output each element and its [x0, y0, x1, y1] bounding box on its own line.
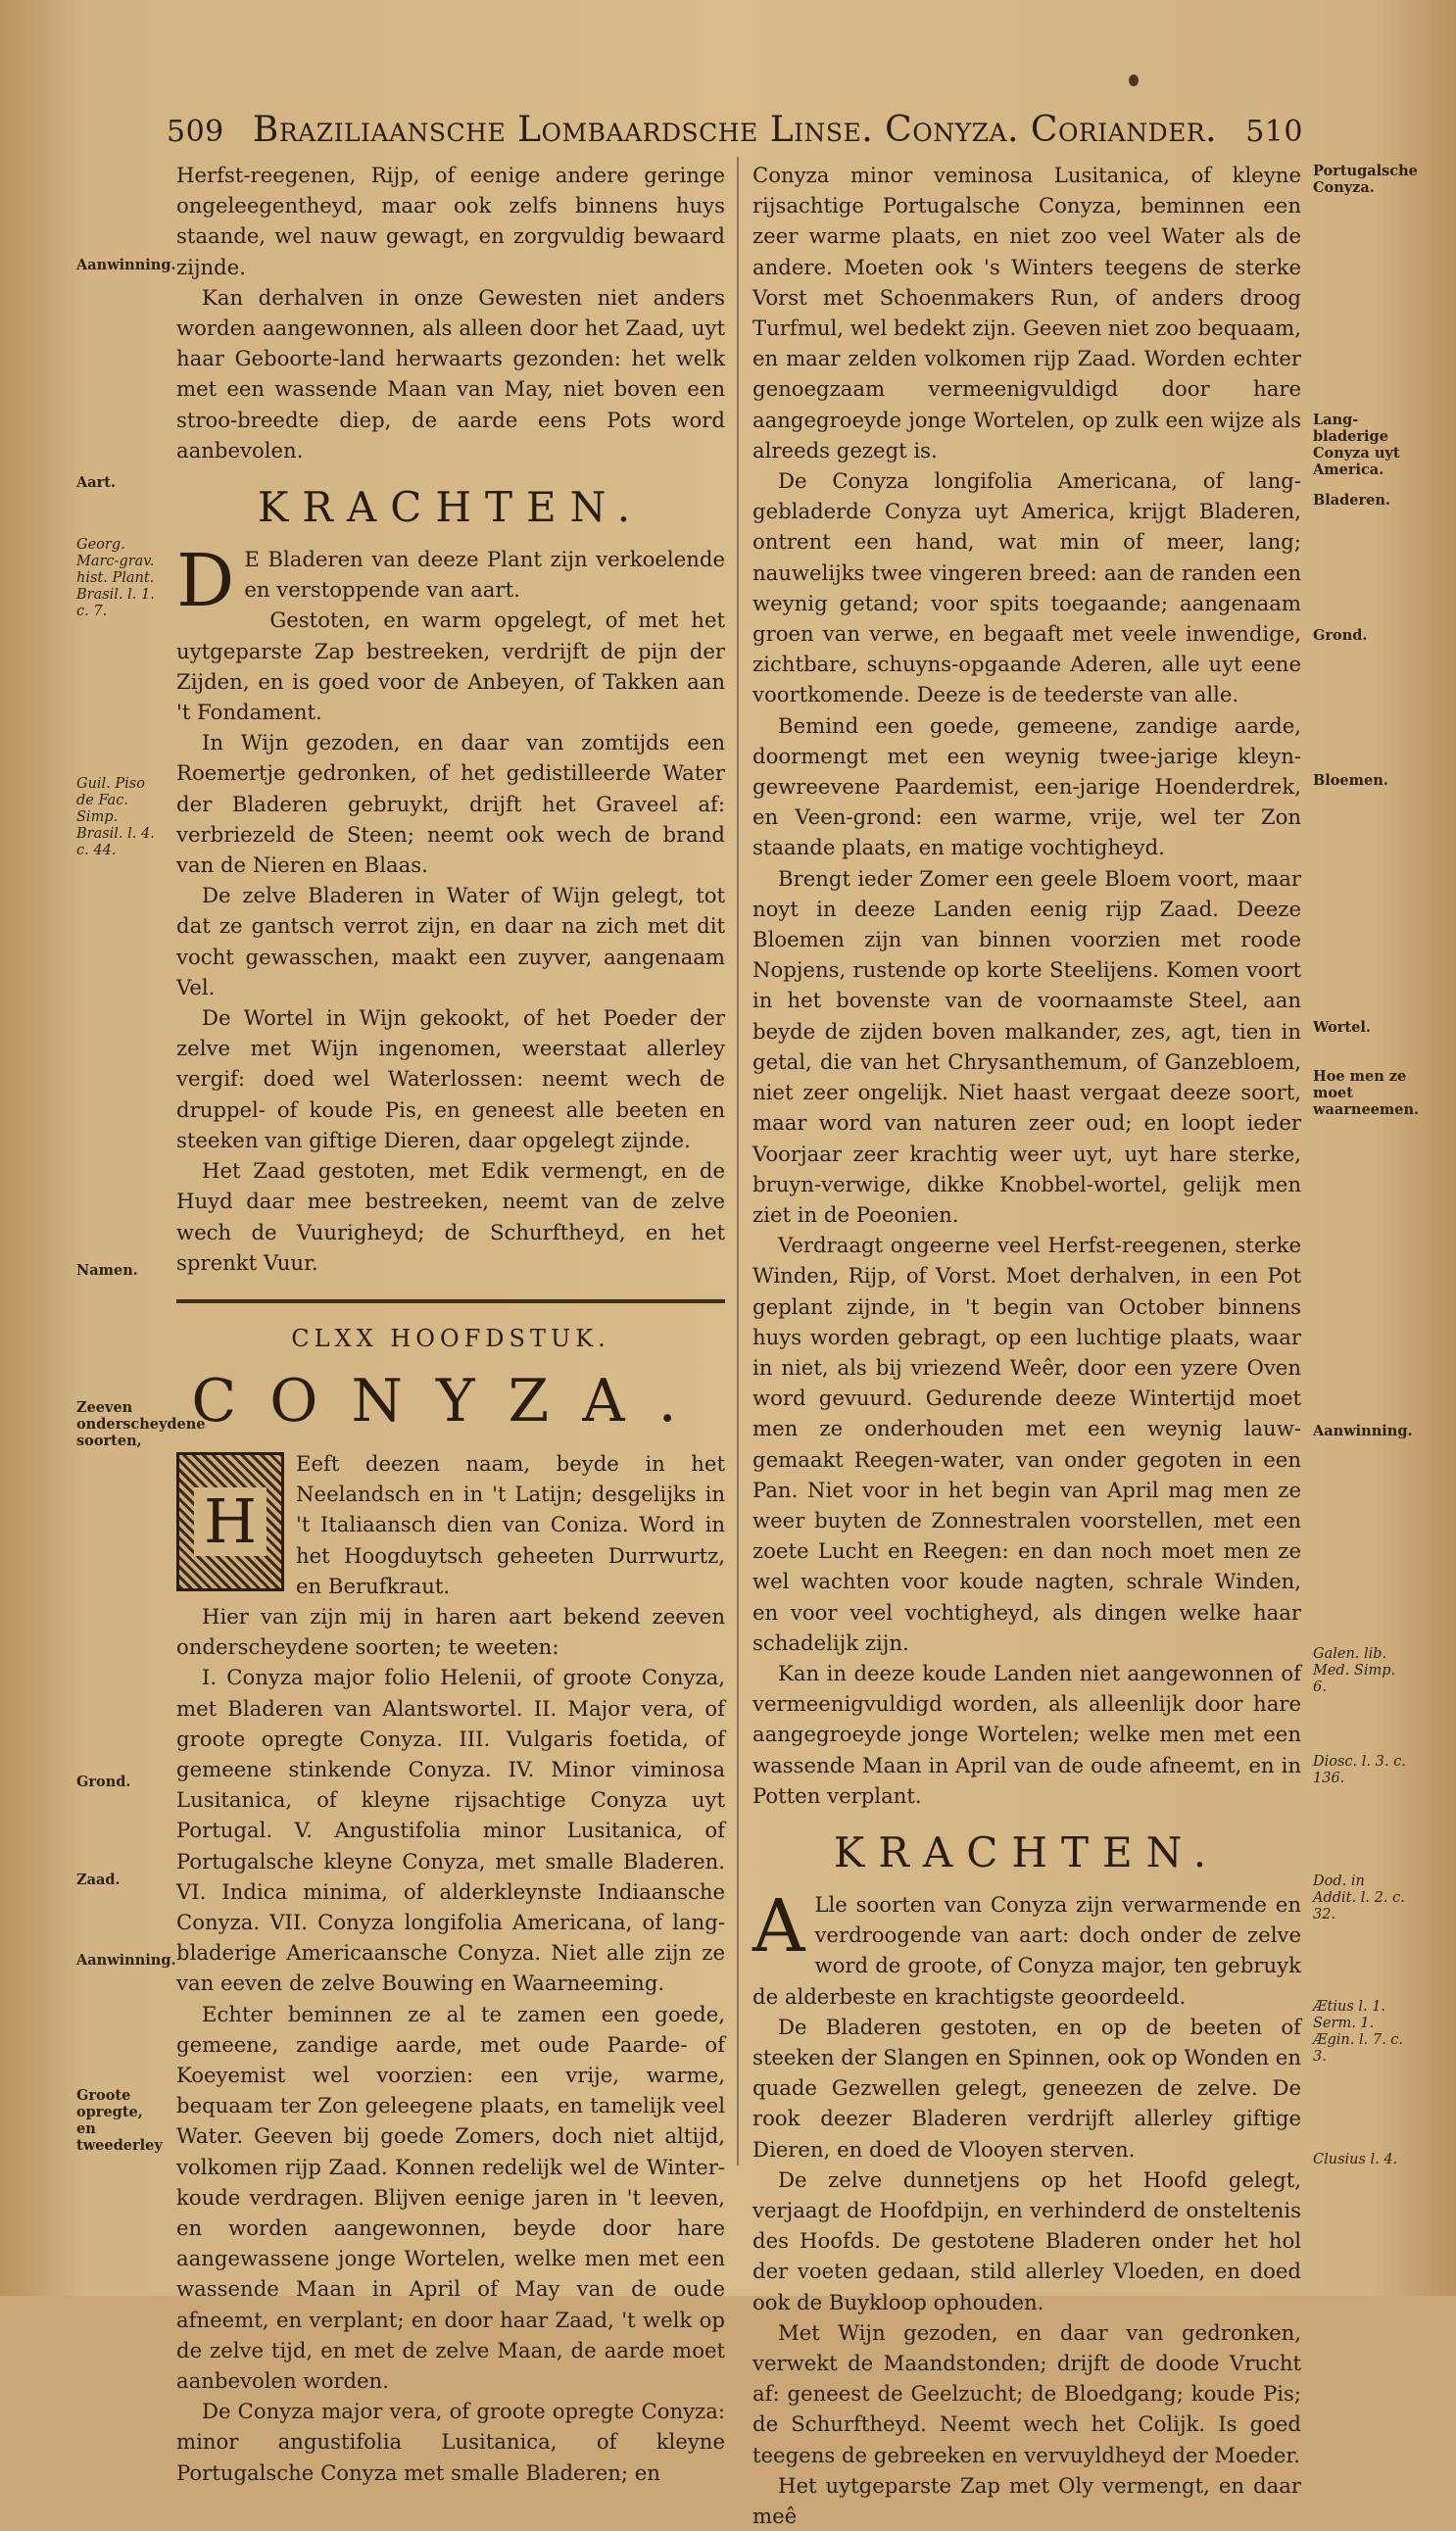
paragraph: De zelve dunnetjens op het Hoofd gelegt, verjaagt de Hoofdpijn, en verhinderd de onsteltenis des Hoofds. De gestotene Bladeren onder het hol der voeten gedaan, stild allerley Vloeden, en doed ook de Buykloop ophouden. — [752, 2166, 1301, 2314]
paragraph: Verdraagt ongeerne veel Herfst-reegenen, sterke Winden, Rijp, of Vorst. Moet derhalven, in een Pot geplant zijnde, in 't begin van October binnens huys worden gebragt, op een luchtige plaats, waar in niet, als bij vriezend Weêr, door een yzere Oven word gevuurd. Gedurende deeze Wintertijd moet men ze onderhouden met een weynig lauw-gemaakt Reegen-water, van onder gegoten in een Pan. Niet voor in het begin van April mag men ze weer buyten de Zonnestralen voorstellen, met een zoete Lucht en Reegen: en dan noch moet men ze wel wachten voor koude nagten, schrale Winden, en voor veel vochtigheyd, als dingen welke haar schadelijk zijn. — [752, 1233, 1301, 1655]
paragraph: De Bladeren gestoten, en op de beeten of steeken der Slangen en Spinnen, ook op Wonden en quade Gezwellen gelegt, geneezen de zelve. De rook deezer Bladeren verdrijft allerley giftige Dieren, en doed de Vlooyen sterven. — [752, 2014, 1301, 2162]
paragraph: Het Zaad gestoten, met Edik vermengt, en de Huyd daar mee bestreeken, neemt van de zelve wech de Vuurigheyd; de Schurftheyd, en het sprenkt Vuur. — [176, 1158, 725, 1275]
paragraph: De zelve Bladeren in Water of Wijn gelegt, tot dat ze gantsch verrot zijn, en daar na zich met dit vocht gewasschen, maakt een zuyver, aangenaam Vel. — [176, 883, 725, 999]
paragraph: Hier van zijn mij in haren aart bekend zeeven onderscheydene soorten; te weeten: — [176, 1603, 725, 1660]
margin-note: Ætius l. 1. Serm. 1. Ægin. l. 7. c. 3. — [1313, 1999, 1404, 2065]
left-column — [176, 160, 725, 2488]
right-column — [752, 160, 1301, 2531]
running-header — [167, 110, 1303, 161]
section-heading: KRACHTEN. — [257, 483, 645, 532]
margin-note: Grond. — [1313, 627, 1368, 644]
running-title: Braziliaansche Lombaardsche Linse. Conyza. Coriander. — [252, 110, 1218, 150]
margin-note: Georg. Marc-grav. hist. Plant. Brasil. l. 1. c. 7. — [76, 537, 155, 619]
drop-capital: D — [176, 539, 235, 624]
margin-note: Aanwinning. — [76, 1952, 176, 1969]
margin-note: Aart. — [76, 474, 117, 491]
chapter-title: CONYZA. — [191, 1366, 710, 1436]
margin-note: Lang-bladerige Conyza uyt America. — [1313, 412, 1400, 478]
paragraph: De Wortel in Wijn gekookt, of het Poeder der zelve met Wijn ingenomen, weerstaat allerley vergif: doed wel Waterlossen: neemt wech de druppel- of koude Pis, en geneest alle beeten en steeken van giftige Dieren, daar opgelegt zijnde. — [176, 1005, 725, 1152]
paragraph-text: Lle soorten van Conyza zijn verwarmende en verdroogende van aart: doch onder de zelve word de groote, of Conyza major, ten gebruyk de alderbeste en krachtigste geoordeeld. — [752, 1891, 1301, 2009]
horizontal-rule — [176, 1299, 725, 1303]
margin-note: Bloemen. — [1313, 772, 1388, 789]
paragraph-text: Eeft deezen naam, beyde in het Neelandsch en in 't Latijn; desgelijks in 't Italiaansch dien van Coniza. Word in het Hoogduytsch geheeten Durrwurtz, en Berufkraut. — [296, 1450, 725, 1598]
paragraph: Echter beminnen ze al te zamen een goede, gemeene, zandige aarde, met oude Paarde- of Koeyemist wel voorzien: een vrije, warme, bequaam ter Zon geleegene plaats, en tamelijk veel Water. Geeven bij goede Zomers, doch niet altijd, volkomen rijp Zaad. Konnen redelijk wel de Winter-koude verdragen. Blijven eenige jaren in 't leeven, en worden aangewonnen, beyde door hare aangewassene jonge Wortelen, welke men met een wassende Maan in April of May van de oude afneemt, en verplant; en door haar Zaad, 't welk op de zelve tijd, en met de zelve Maan, de aarde moet aanbevolen worden. — [176, 2001, 725, 2393]
drop-capital: A — [752, 1883, 805, 1969]
paragraph — [752, 1883, 1301, 2012]
initial-letter: H — [194, 1487, 267, 1556]
margin-note: Aanwinning. — [1313, 1423, 1413, 1439]
paragraph: Gestoten, en warm opgelegt, of met het uytgeparste Zap bestreeken, verdrijft de pijn der Zijden, en is goed voor de Anbeyen, of Takken aan 't Fondament. — [176, 608, 725, 725]
ornamental-initial — [176, 1452, 284, 1591]
margin-note: Zeeven onderscheydene soorten, — [76, 1399, 206, 1449]
margin-note: Grond. — [76, 1774, 131, 1790]
paragraph: De Conyza longifolia Americana, of lang-gebladerde Conyza uyt America, krijgt Bladeren, ontrent een hand, wat min of meer, lang; nauwelijks twee vingeren breed: aan de randen een weynig getand; voor spits toegaande; aangenaam groen van verwe, en begaaft met veele inwendige, zichtbare, schuyns-opgaande Aderen, alle uyt eene voortkomende. Deeze is de teederste van alle. — [752, 468, 1301, 707]
column-divider — [737, 157, 739, 2166]
paragraph: Herfst-reegenen, Rijp, of eenige andere geringe ongeleegentheyd, maar ook zelfs binnens huys staande, wel nauw gewagt, en zorgvuldig bewaard zijnde. — [176, 163, 725, 279]
margin-note: Dod. in Addit. l. 2. c. 32. — [1313, 1874, 1405, 1923]
paragraph — [176, 1448, 725, 1601]
margin-note: Zaad. — [76, 1872, 121, 1888]
paragraph — [176, 539, 725, 624]
ink-spot — [1129, 74, 1139, 86]
paragraph: Kan in deeze koude Landen niet aangewonnen of vermeenigvuldigd worden, als alleenlijk door hare aangegroeyde jonge Wortelen; welke men met een wassende Maan in April van de oude afneemt, en in Potten verplant. — [752, 1660, 1301, 1808]
section-heading: KRACHTEN. — [833, 1827, 1221, 1876]
paragraph: In Wijn gezoden, en daar van zomtijds een Roemertje gedronken, of het gedistilleerde Water der Bladeren gebruykt, drijft het Graveel af: verbriezeld de Steen; neemt ook wech de brand van de Nieren en Blaas. — [176, 730, 725, 878]
margin-note: Aanwinning. — [76, 257, 176, 273]
paragraph: De Conyza major vera, of groote opregte Conyza: minor angustifolia Lusitanica, of kleyne Portugalsche Conyza met smalle Bladeren; en — [176, 2399, 725, 2485]
margin-note: Diosc. l. 3. c. 136. — [1313, 1754, 1406, 1786]
margin-note: Clusius l. 4. — [1313, 2152, 1398, 2167]
paragraph: Met Wijn gezoden, en daar van gedronken, verwekt de Maandstonden; drijft de doode Vrucht af: geneest de Geelzucht; de Bloedgang; koude Pis; de Schurftheyd. Neemt wech het Colijk. Is goed teegens de gebreeken en vervuyldheyd der Moeder. — [752, 2319, 1301, 2467]
margin-note: Hoe men ze moet waarneemen. — [1313, 1068, 1420, 1118]
margin-note: Portugalsche Conyza. — [1313, 163, 1418, 196]
margin-note: Groote opregte, en tweederley — [76, 2087, 163, 2154]
margin-note: Bladeren. — [1313, 492, 1390, 509]
margin-note: Guil. Piso de Fac. Simp. Brasil. l. 4. c. 44. — [76, 776, 155, 858]
paragraph: I. Conyza major folio Helenii, of groote Conyza, met Bladeren van Alantswortel. II. Major vera, of groote opregte Conyza. III. Vulgaris foetida, of gemeene stinkende Conyza. IV. Minor viminosa Lusitanica, of kleyne rijsachtige Conyza uyt Portugal. V. Angustifolia minor Lusitanica, of Portugalsche kleyne Conyza, met smalle Bladeren. VI. Indica minima, of alderkleynste Indiaansche Conyza. VII. Conyza longifolia Americana, of lang-bladerige Americaansche Conyza. Niet alle zijn ze van eeven de zelve Bouwing en Waarneeming. — [176, 1665, 725, 1996]
right-page-number: 510 — [1245, 115, 1303, 149]
chapter-number: CLXX HOOFDSTUK. — [291, 1324, 610, 1352]
paragraph: Conyza minor veminosa Lusitanica, of kleyne rijsachtige Portugalsche Conyza, beminnen een zeer warme plaats, en niet zoo veel Water als de andere. Moeten ook 's Winters teegens de sterke Vorst met Schoenmakers Run, of anders droog Turfmul, wel bedekt zijn. Geeven niet zoo bequaam, en maar zelden volkomen rijp Zaad. Worden echter genoegzaam vermeenigvuldigd door hare aangegroeyde jonge Wortelen, op zulk een wijze als alreeds gezegt is. — [752, 163, 1301, 462]
margin-note: Galen. lib. Med. Simp. 6. — [1313, 1646, 1396, 1695]
paragraph: Kan derhalven in onze Gewesten niet anders worden aangewonnen, als alleen door het Zaad, uyt haar Geboorte-land herwaarts gezonden: het welk met een wassende Maan van May, niet boven een stroo-breedte diep, de aarde eens Pots word aanbevolen. — [176, 284, 725, 462]
paragraph: Bemind een goede, gemeene, zandige aarde, doormengt met een weynig twee-jarige kleyn-gewreevene Paardemist, een-jarige Hoenderdrek, en Veen-grond: een warme, vrije, wel ter Zon staande plaats, en matige vochtigheyd. — [752, 712, 1301, 860]
margin-note: Namen. — [76, 1262, 138, 1279]
margin-note: Wortel. — [1313, 1019, 1371, 1036]
left-page-number: 509 — [167, 115, 224, 149]
paragraph: Brengt ieder Zomer een geele Bloem voort, maar noyt in deeze Landen eenig rijp Zaad. Deeze Bloemen zijn van binnen voorzien met roode Nopjens, rustende op korte Steelijens. Komen voort in het bovenste van de voornaamste Steel, aan beyde de zijden boven malkander, zes, agt, tien in getal, die van het Chrysanthemum, of Ganzebloem, niet zeer ongelijk. Niet haast vergaat deeze soort, maar word van naturen zeer oud; en loopt ieder Voorjaar zeer krachtig weer uyt, uyt hare sterke, bruyn-verwige, dikke Knobbel-wortel, gelijk men ziet in de Poeonien. — [752, 865, 1301, 1227]
paragraph: Het uytgeparste Zap met Oly vermengt, en daar meê — [752, 2472, 1301, 2529]
paragraph-text: E Bladeren van deeze Plant zijn verkoelende en verstoppende van aart. — [244, 547, 725, 603]
